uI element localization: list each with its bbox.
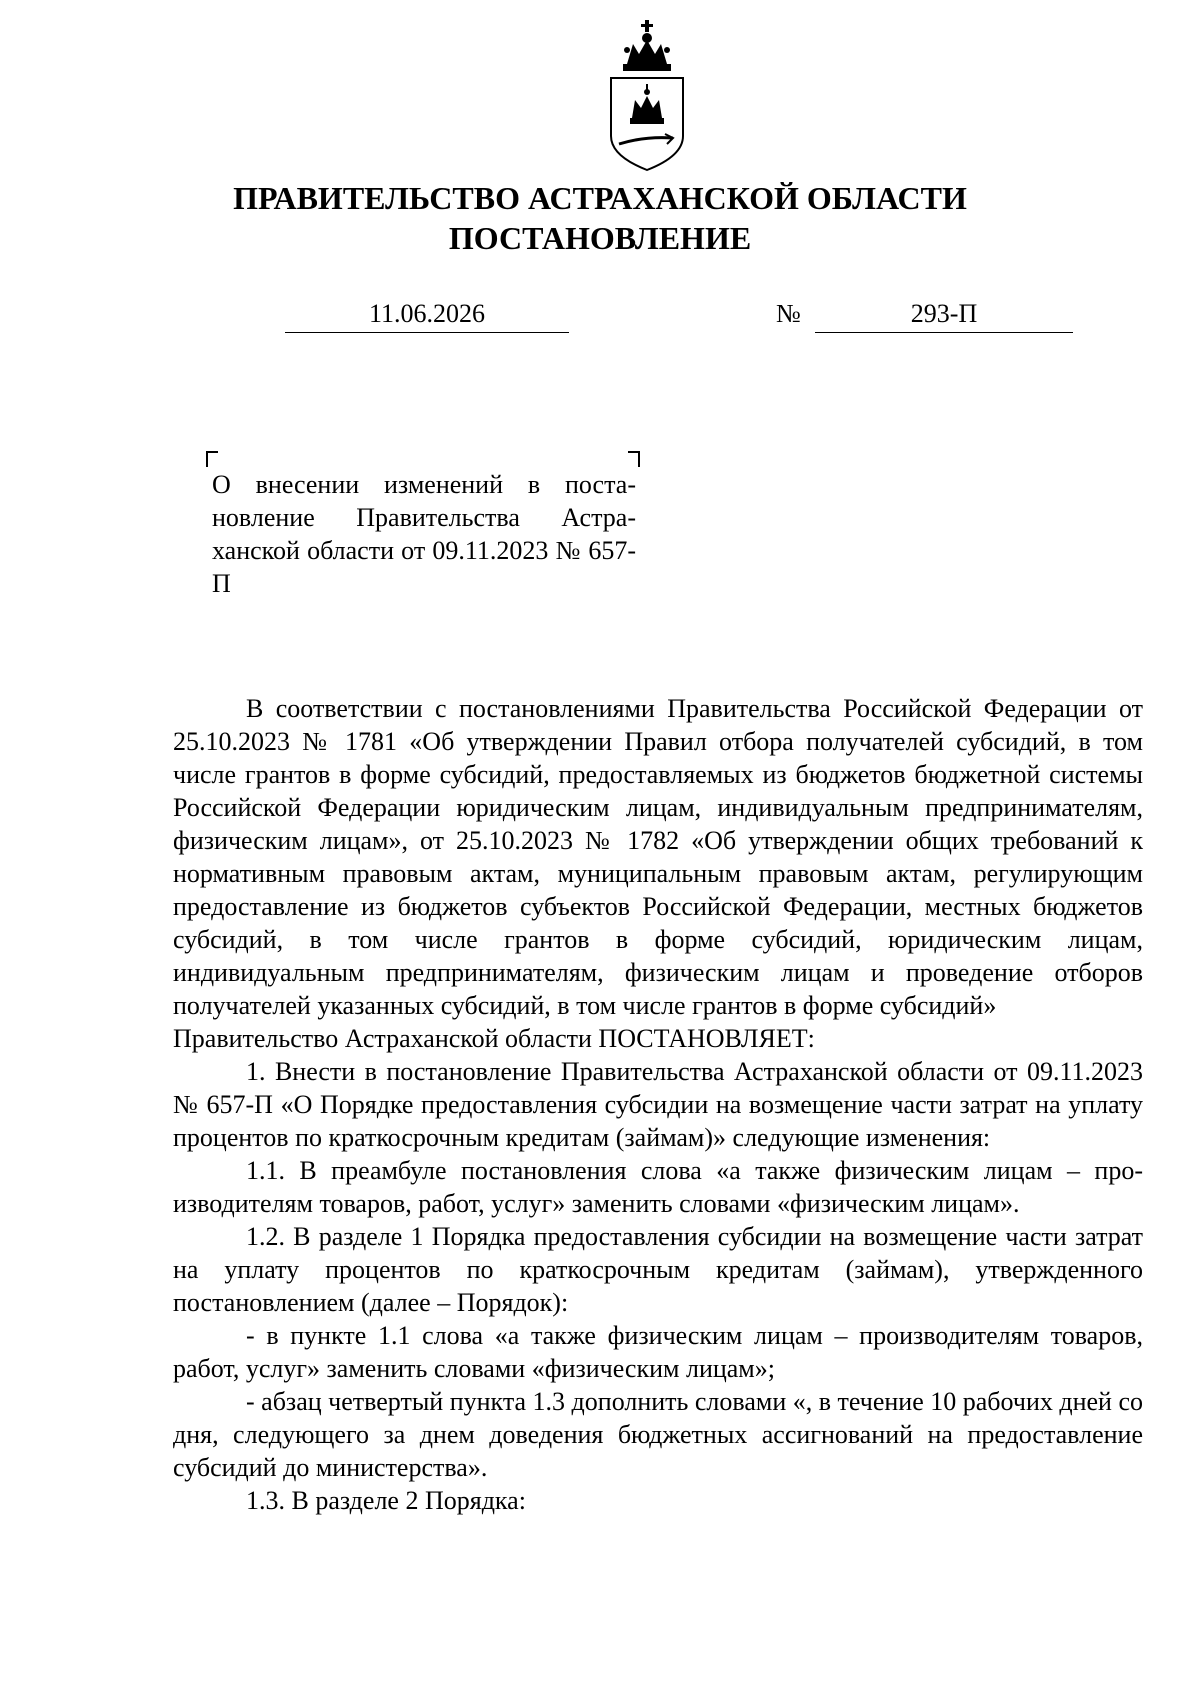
body-paragraph: В соответствии с постановлениями Правительства Российской Федерации от 25.10.2023 № 1781 «Об утверждении Правил отбора получателей субсидий, в том числе грантов в форме субсидий, предоставляемых из бюджетов бюджетной системы Российской Федерации юридическим лицам, индивидуальным предпринимателям, физическим лицам», от 25.10.2023 № 1782 «Об утверждении общих требований к нормативным правовым актам, муниципальным правовым актам, регулирующим предоставление из бюджетов субъектов Российской Федерации, местных бюджетов субсидий, в том числе грантов в форме субсидий, юридическим лицам, индивидуальным предпринимателям, физическим лицам и проведение отборов получателей указанных субсидий, в том числе грантов в форме субсидий» — [173, 694, 1143, 1020]
body-paragraph: - абзац четвертый пункта 1.3 дополнить словами «, в течение 10 рабочих дней со дня, следующего за днем доведения бюджетных ассигнований на предоставление субсидий до министерства». — [173, 1387, 1143, 1482]
body-paragraph: 1.3. В разделе 2 Порядка: — [246, 1486, 526, 1515]
document-number: 293-П — [815, 296, 1073, 333]
document-body — [173, 692, 1143, 1517]
document-type: ПОСТАНОВЛЕНИЕ — [448, 220, 752, 256]
body-paragraph: 1.1. В преамбуле постановления слова «а также физическим лицам – производителям товаров, работ, услуг» заменить словами «физическим лицам». — [173, 1156, 1143, 1218]
coat-of-arms-icon — [605, 18, 689, 173]
document-date: 11.06.2026 — [285, 296, 569, 333]
body-paragraph: - в пункте 1.1 слова «а также физическим лицам – производителям товаров, работ, услуг» заменить словами «физическим лицам»; — [173, 1321, 1143, 1383]
subject-bracket-right — [628, 451, 640, 467]
body-paragraph: 1.2. В разделе 1 Порядка предоставления субсидии на возмещение части затрат на уплату процентов по краткосрочным кредитам (займам), утвержденного постановлением (далее – Порядок): — [173, 1222, 1143, 1317]
subject-bracket-left — [206, 451, 218, 467]
number-sign: № — [776, 299, 801, 328]
government-name: ПРАВИТЕЛЬСТВО АСТРАХАНСКОЙ ОБЛАСТИ — [233, 180, 967, 216]
document-subject: О внесении изменений в постановление Правительства Астраханской области от 09.11.2023 № 657-П — [212, 470, 636, 598]
body-paragraph: Правительство Астраханской области ПОСТАНОВЛЯЕТ: — [173, 1024, 815, 1053]
body-paragraph: 1. Внести в постановление Правительства Астраханской области от 09.11.2023 № 657-П «О Порядке предоставления субсидии на возмещение части затрат на уплату процентов по краткосрочным кредитам (займам)» следующие изменения: — [173, 1057, 1143, 1152]
